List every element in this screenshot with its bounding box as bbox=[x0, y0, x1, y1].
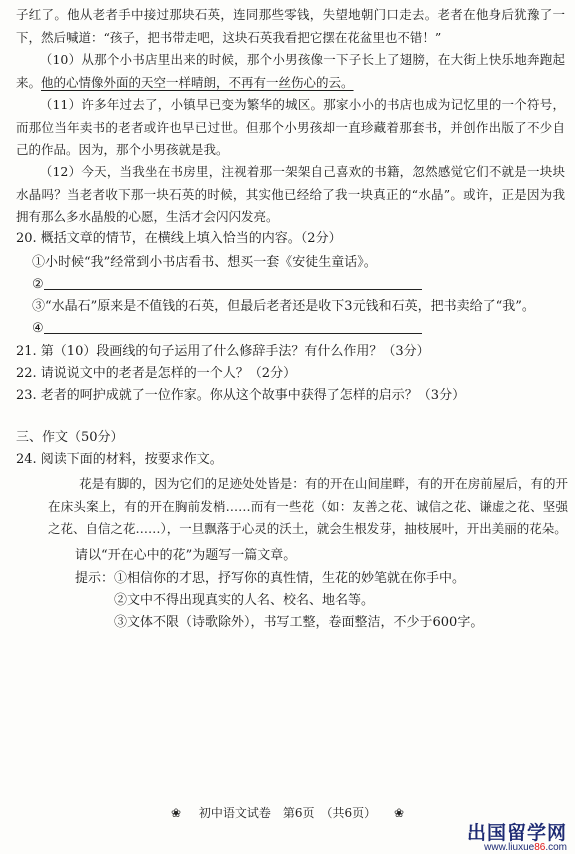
watermark-url-part: www.liuxue bbox=[484, 842, 535, 853]
question-20-item-4 bbox=[32, 318, 422, 340]
section-3-title: 三、作文（50分） bbox=[16, 430, 124, 445]
watermark-logo-text: 出国留学网 bbox=[466, 822, 567, 844]
question-20-item-1: ①小时候“我”经常到小书店看书、想买一套《安徒生童话》。 bbox=[32, 255, 377, 270]
flower-ornament-icon: ❀ bbox=[393, 806, 405, 820]
watermark-url bbox=[484, 842, 567, 853]
watermark-url-suffix: .com bbox=[545, 842, 567, 853]
tip-1-text: ①相信你的才思，抒写你的真性情，生花的妙笔就在你手中。 bbox=[114, 571, 466, 586]
question-20-item-2 bbox=[32, 274, 422, 296]
paragraph-11: （11）许多年过去了，小镇早已变为繁华的城区。那家小小的书店也成为记忆里的一个符号，而那位当年卖书的老者或许也早已过世。但那个小男孩却一直珍藏着那套书，并创作出版了不少自己的作品。因为，那个小男孩就是我。 bbox=[16, 97, 565, 157]
site-watermark bbox=[447, 818, 567, 852]
flower-ornament-icon: ❀ bbox=[170, 806, 182, 820]
paragraph-10-underlined-sentence: 他的心情像外面的天空一样晴朗，不再有一丝伤心的云。 bbox=[41, 74, 354, 90]
question-21: 21. 第（10）段画线的句子运用了什么修辞手法？有什么作用？（3分） bbox=[16, 344, 430, 359]
item-4-marker: ④ bbox=[32, 321, 44, 336]
question-20-title: 20. 概括文章的情节，在横线上填入恰当的内容。（2分） bbox=[16, 231, 342, 246]
passage-continuation: 子红了。他从老者手中接过那块石英，连同那些零钱，失望地朝门口走去。老者在他身后犹豫了一下，然后喊道：“孩子，把书带走吧，这块石英我看把它摆在花盆里也不错！” bbox=[16, 7, 565, 45]
paragraph-12: （12）今天，当我坐在书房里，注视着那一架架自己喜欢的书籍，忽然感觉它们不就是一块块水晶吗？当老者收下那一块石英的时候，其实他已经给了我一块真正的“水晶”。或许，正是因为我拥有那么多水晶般的心愿，生活才会闪闪发亮。 bbox=[16, 164, 565, 224]
essay-instruction: 请以“开在心中的花”为题写一篇文章。 bbox=[75, 548, 297, 563]
essay-tip-3: ③文体不限（诗歌除外），书写工整，卷面整洁，不少于600字。 bbox=[114, 615, 484, 630]
paragraph-10-text: （10）从那个小书店里出来的时候，那个小男孩像一下子长上了翅膀，在大街上快乐地奔跑起来。 bbox=[16, 52, 565, 90]
essay-tip-2: ②文中不得出现真实的人名、校名、地名等。 bbox=[114, 593, 375, 608]
question-22: 22. 请说说文中的老者是怎样的一个人？（2分） bbox=[16, 366, 297, 381]
essay-tip-1 bbox=[75, 568, 465, 590]
answer-blank-2[interactable] bbox=[44, 275, 422, 290]
answer-blank-4[interactable] bbox=[44, 319, 422, 334]
item-2-marker: ② bbox=[32, 277, 44, 292]
question-24: 24. 阅读下面的材料，按要求作文。 bbox=[16, 452, 223, 467]
paragraph-10 bbox=[16, 49, 565, 94]
essay-material: 花是有脚的，因为它们的足迹处处皆是：有的开在山间崖畔，有的开在房前屋后，有的开在床头案上，有的开在胸前发梢……而有一些花（如：友善之花、诚信之花、谦虚之花、坚强之花、自信之花……），一旦飘落于心灵的沃土，就会生根发芽，抽枝展叶，开出美丽的花朵。 bbox=[48, 476, 568, 536]
footer-text: 初中语文试卷 第6页 （共6页） bbox=[198, 806, 377, 820]
question-20-item-3: ③“水晶石”原来是不值钱的石英，但最后老者还是收下3元钱和石英，把书卖给了“我”。 bbox=[32, 299, 535, 314]
watermark-url-number: 86 bbox=[534, 842, 546, 853]
tips-label: 提示： bbox=[75, 571, 115, 586]
question-23: 23. 老者的呵护成就了一位作家。你从这个故事中获得了怎样的启示？（3分） bbox=[16, 388, 466, 403]
